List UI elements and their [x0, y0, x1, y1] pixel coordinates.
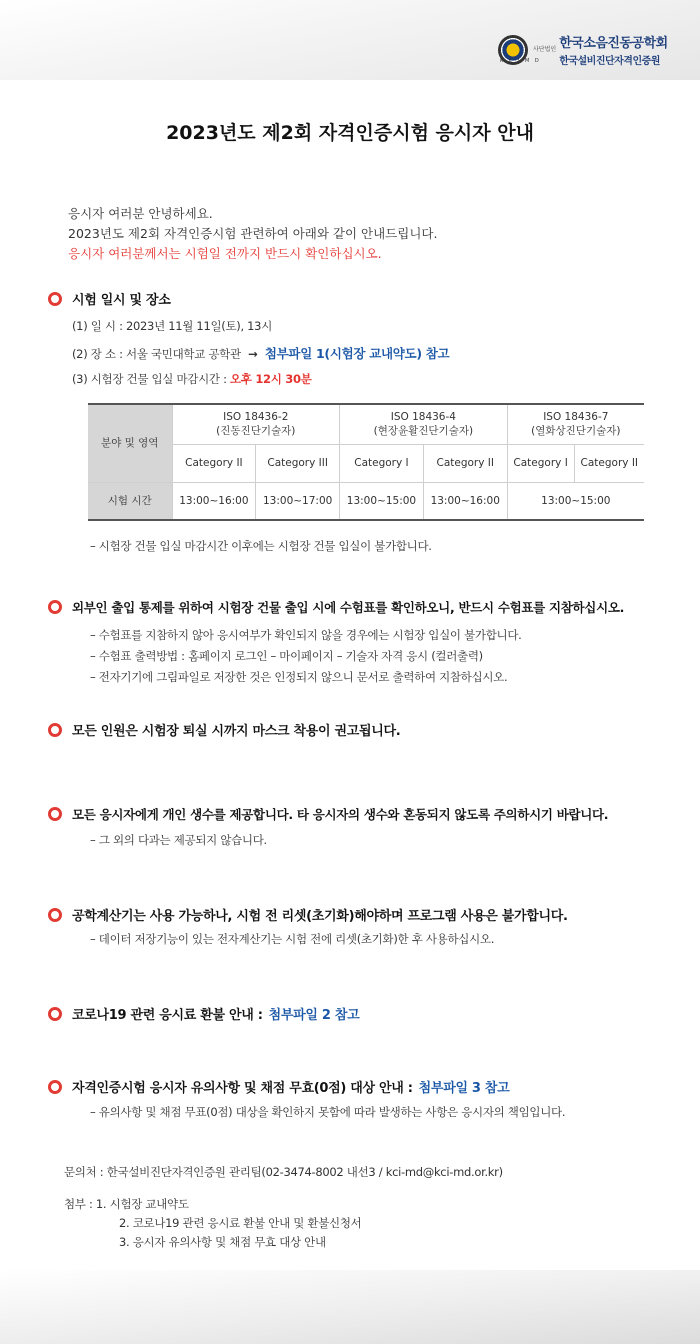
- category-cell: Category II: [574, 444, 644, 482]
- logo-name: 한국소음진동공학회: [559, 36, 668, 51]
- table-row: [88, 482, 644, 520]
- section-mask: [48, 720, 400, 739]
- category-cell: Category I: [340, 444, 424, 482]
- table-group-header: ISO 18436-2 (진동진단기술자): [172, 404, 340, 444]
- exam-date: (1) 일 시 : 2023년 11월 11일(토), 13시: [72, 319, 273, 333]
- greeting-block: [68, 204, 437, 264]
- table-group-header: ISO 18436-7 (열화상진단기술자): [507, 404, 644, 444]
- section-heading: 공학계산기는 사용 가능하나, 시험 전 리셋(초기화)해야하며 프로그램 사용은 불가합니다.: [72, 909, 568, 924]
- time-cell: 13:00~16:00: [172, 482, 256, 520]
- time-cell: 13:00~17:00: [256, 482, 340, 520]
- bullet-ring-icon: [48, 1007, 62, 1021]
- note-line: – 전자기기에 그림파일로 저장한 것은 인정되지 않으니 문서로 출력하여 지참하십시오.: [90, 670, 508, 684]
- entry-deadline-time: 오후 12시 30분: [230, 372, 312, 386]
- bullet-ring-icon: [48, 908, 62, 922]
- attachment-1-link[interactable]: 첨부파일 1(시험장 교내약도) 참고: [264, 346, 450, 361]
- section-heading: 자격인증시험 응시자 유의사항 및 채점 무효(0점) 대상 안내 :: [72, 1081, 413, 1096]
- section-water: [48, 805, 608, 823]
- note-line: – 수험표를 지참하지 않아 응시여부가 확인되지 않을 경우에는 시험장 입실이 불가합니다.: [90, 628, 522, 642]
- section-admission-ticket: [48, 598, 624, 616]
- section-heading: 외부인 출입 통제를 위하여 시험장 건물 출입 시에 수험표를 확인하오니, 반드시 수험표를 지참하십시오.: [72, 600, 625, 615]
- time-cell: 13:00~15:00: [507, 482, 644, 520]
- entry-deadline-note: – 시험장 건물 입실 마감시간 이후에는 시험장 건물 입실이 불가합니다.: [90, 539, 432, 553]
- arrow-right-icon: →: [248, 347, 258, 361]
- note-line: – 데이터 저장기능이 있는 전자계산기는 시험 전에 리셋(초기화)한 후 사용하십시오.: [90, 932, 495, 946]
- greeting-line: 2023년도 제2회 자격인증시험 관련하여 아래와 같이 안내드립니다.: [68, 226, 438, 241]
- bullet-ring-icon: [48, 1080, 62, 1094]
- greeting-warning: 응시자 여러분께서는 시험일 전까지 반드시 확인하십시오.: [68, 246, 382, 261]
- time-cell: 13:00~16:00: [423, 482, 507, 520]
- footer-background: [0, 1270, 700, 1344]
- section-exam-schedule: [48, 289, 170, 308]
- table-row: [88, 404, 644, 444]
- section-heading: 모든 응시자에게 개인 생수를 제공합니다. 타 응시자의 생수와 혼동되지 않도록 주의하시기 바랍니다.: [72, 807, 609, 822]
- table-group-header: ISO 18436-4 (현장윤활진단기술자): [340, 404, 508, 444]
- entry-deadline: (3) 시험장 건물 입실 마감시간 : 오후 12시 30분: [72, 372, 312, 386]
- category-cell: Category II: [172, 444, 256, 482]
- exam-location: (2) 장 소 : 서울 국민대학교 공학관 → 첨부파일 1(시험장 교내약도) 참고: [72, 346, 450, 361]
- note-line: – 유의사항 및 채점 무표(0점) 대상을 확인하지 못함에 따라 발생하는 사항은 응시자의 책임입니다.: [90, 1105, 566, 1119]
- section-heading: 코로나19 관련 응시료 환불 안내 :: [72, 1008, 263, 1023]
- attachments-list: 첨부 : 1. 시험장 교내약도: [64, 1197, 189, 1211]
- category-cell: Category II: [423, 444, 507, 482]
- bullet-ring-icon: [48, 292, 62, 306]
- logo-emblem-text: K C I M D: [500, 58, 541, 64]
- logo-subname: 한국설비진단자격인증원: [559, 56, 660, 67]
- exam-schedule-table: [88, 403, 644, 521]
- category-cell: Category I: [507, 444, 574, 482]
- section-heading: 시험 일시 및 장소: [72, 293, 171, 308]
- note-line: – 그 외의 다과는 제공되지 않습니다.: [90, 833, 267, 847]
- category-cell: Category III: [256, 444, 340, 482]
- bullet-ring-icon: [48, 723, 62, 737]
- time-header: 시험 시간: [88, 482, 172, 520]
- page-title: 2023년도 제2회 자격인증시험 응시자 안내: [166, 122, 534, 144]
- greeting-line: 응시자 여러분 안녕하세요.: [68, 206, 213, 221]
- attachment-item: 3. 응시자 유의사항 및 채점 무효 대상 안내: [119, 1235, 326, 1249]
- section-heading: 모든 인원은 시험장 퇴실 시까지 마스크 착용이 권고됩니다.: [72, 724, 401, 739]
- bullet-ring-icon: [48, 600, 62, 614]
- note-line: – 수험표 출력방법 : 홈페이지 로그인 – 마이페이지 – 기술자 자격 응시 (컬러출력): [90, 649, 483, 663]
- section-precautions: [48, 1077, 509, 1096]
- logo-legal-tag: 사단법인: [533, 46, 557, 53]
- attachment-2-link[interactable]: 첨부파일 2 참고: [268, 1008, 360, 1023]
- contact-info: 문의처 : 한국설비진단자격인증원 관리팀(02-3474-8002 내선3 / kci-md@kci-md.or.kr): [64, 1165, 503, 1179]
- time-cell: 13:00~15:00: [340, 482, 424, 520]
- attachment-3-link[interactable]: 첨부파일 3 참고: [418, 1081, 510, 1096]
- field-header: 분야 및 영역: [88, 404, 172, 482]
- attachment-item: 2. 코로나19 관련 응시료 환불 안내 및 환불신청서: [119, 1216, 362, 1230]
- section-refund: [48, 1004, 359, 1023]
- bullet-ring-icon: [48, 807, 62, 821]
- section-calculator: [48, 905, 568, 924]
- table-row: [88, 444, 644, 482]
